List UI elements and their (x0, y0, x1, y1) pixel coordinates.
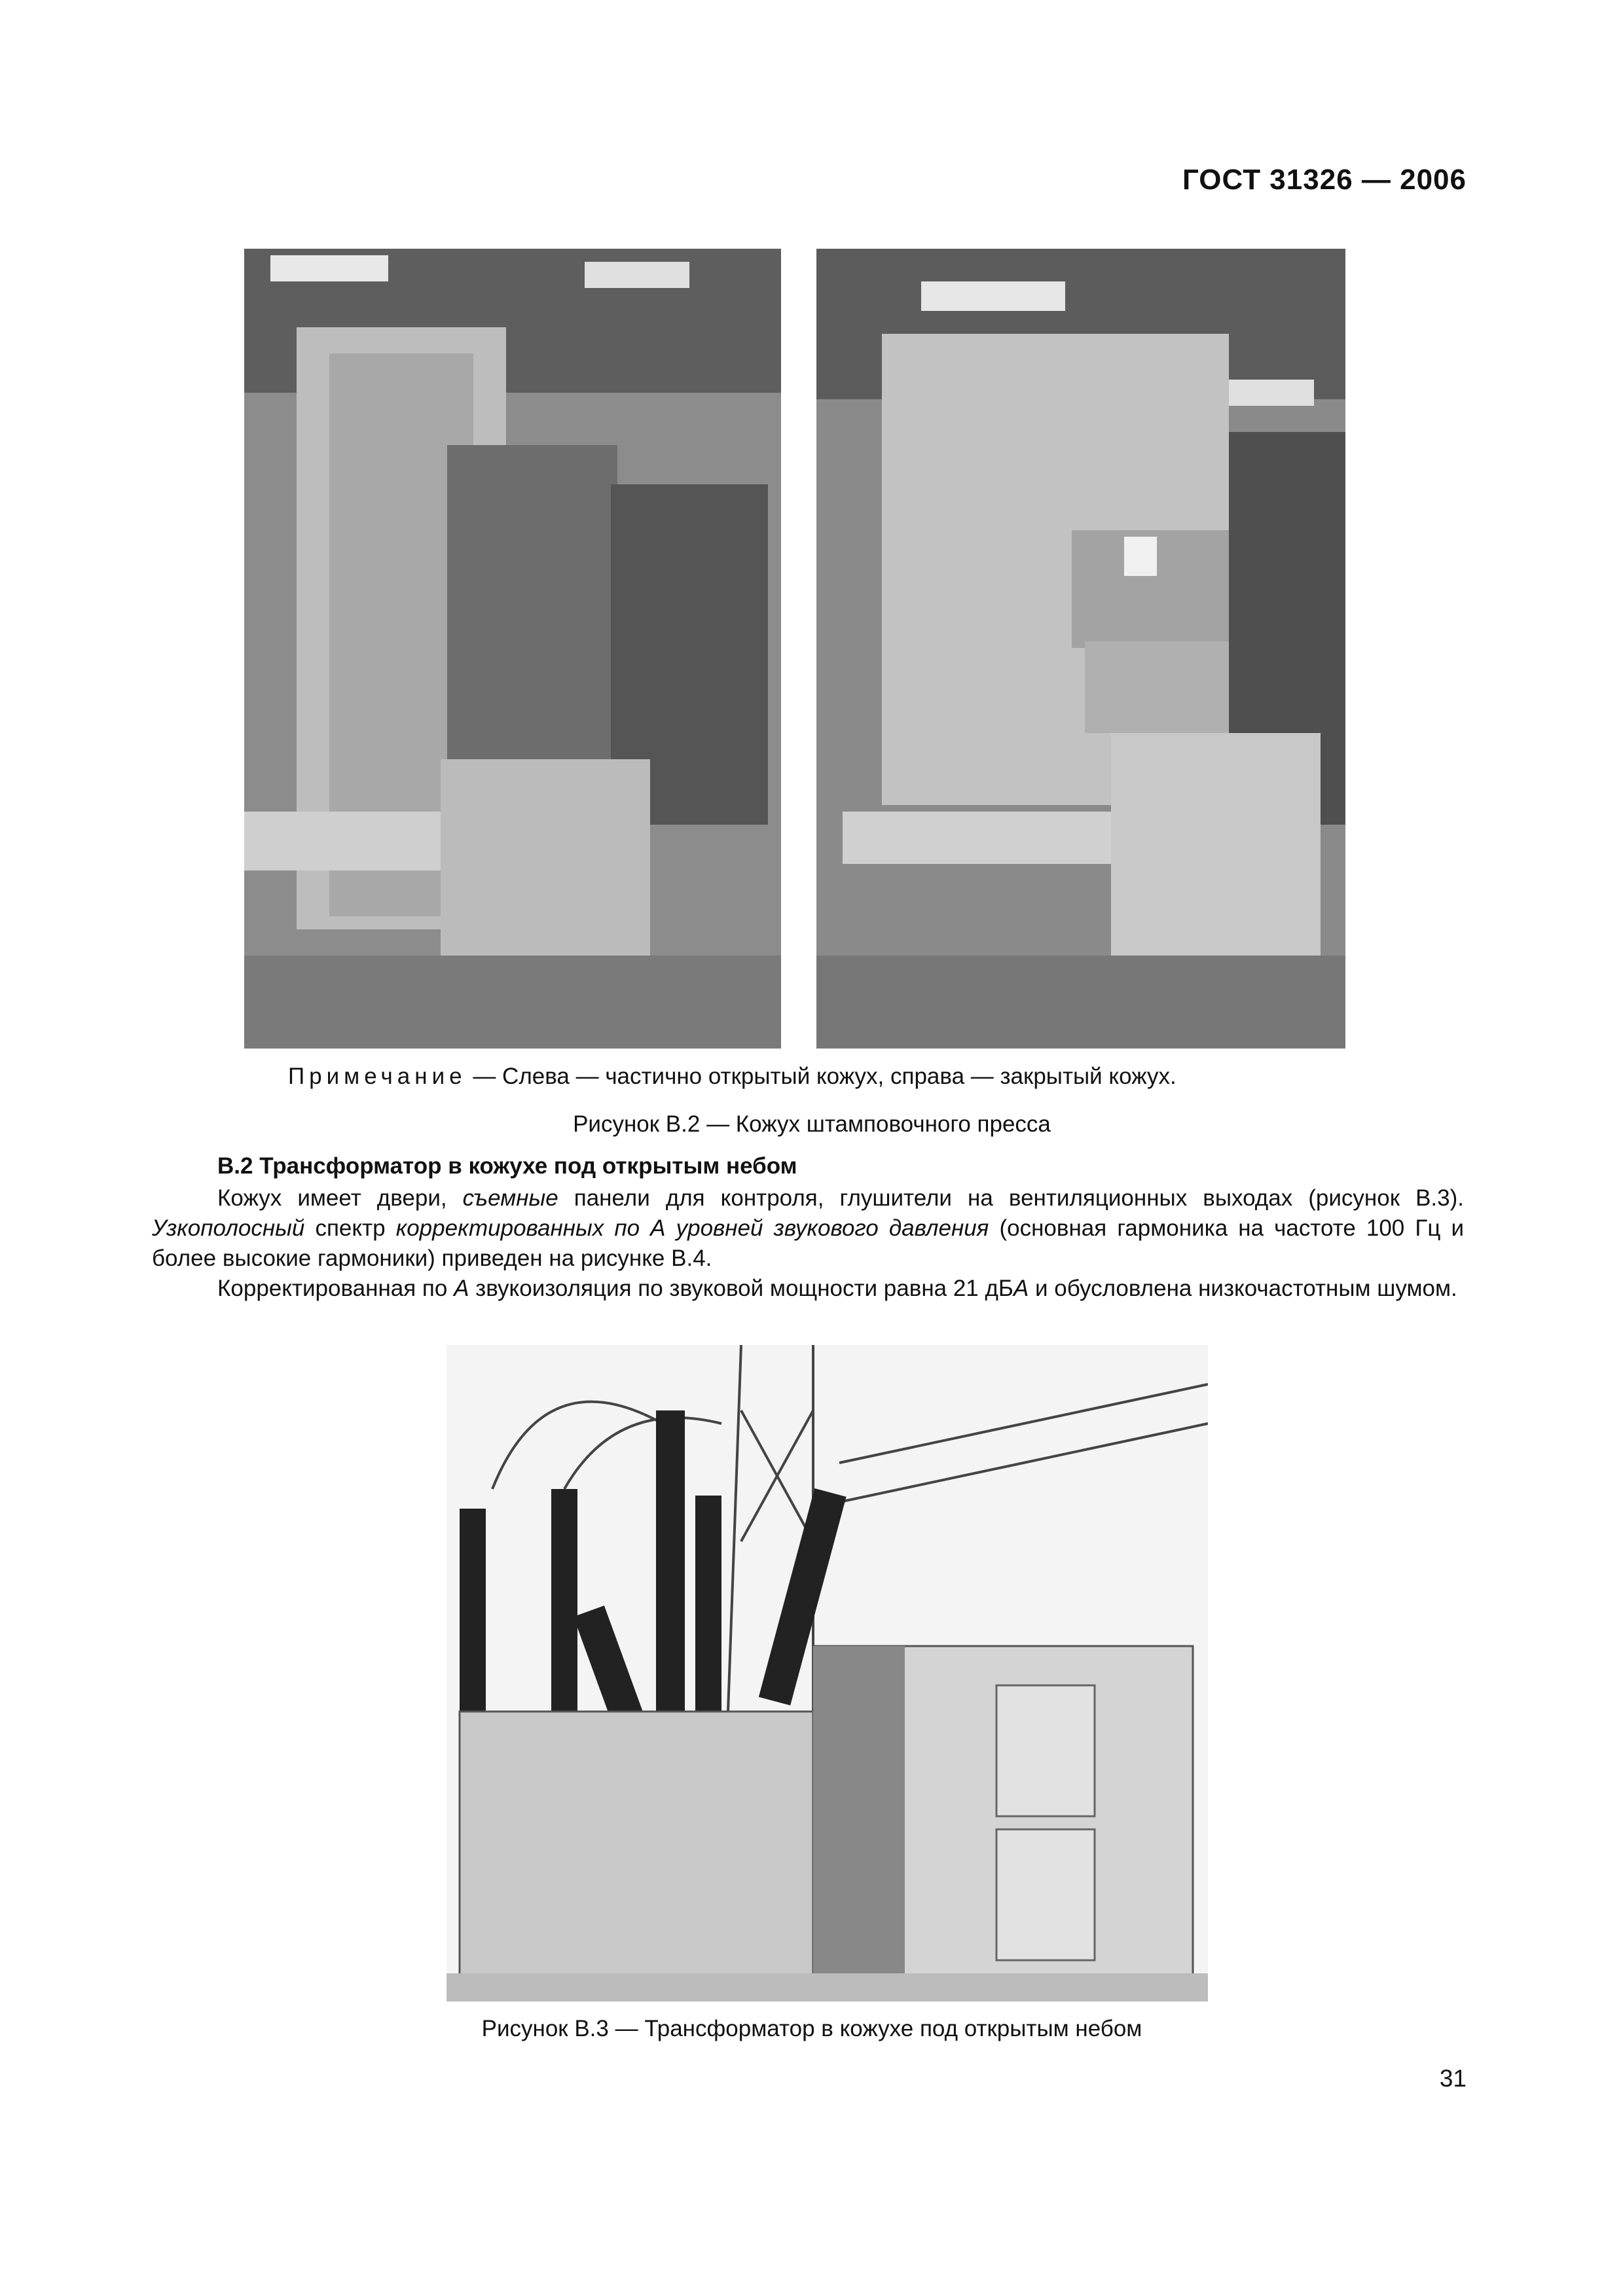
para1-text-a: Кожух имеет двери, (217, 1185, 463, 1211)
document-header: ГОСТ 31326 — 2006 (1182, 164, 1467, 196)
figure-note (288, 1064, 1401, 1090)
para1-italic-d: Узкополосный (152, 1215, 305, 1241)
transformer-enclosure-photo (447, 1345, 1208, 2001)
note-label: Примечание (288, 1064, 467, 1089)
para2-italic-b: А (454, 1276, 469, 1301)
para1-text-g: (основная гармоника на частоте 100 Гц и более высокие гармоники) приведен на рисунке В.4. (152, 1215, 1464, 1271)
para1-text-e: спектр (304, 1215, 396, 1241)
para2-text-a: Корректированная по (217, 1276, 454, 1301)
para2-text-c: звукоизоляция по звуковой мощности равна 21 дБ (469, 1276, 1013, 1301)
page-number: 31 (1439, 2065, 1467, 2092)
para2-text-e: и обусловлена низкочастотным шумом. (1029, 1276, 1457, 1301)
figure-b2-caption: Рисунок В.2 — Кожух штамповочного пресса (573, 1111, 1051, 1137)
paragraph-1 (152, 1183, 1464, 1274)
press-enclosure-closed-photo (816, 249, 1345, 1049)
section-title: В.2 Трансформатор в кожухе под открытым небом (217, 1153, 797, 1179)
para2-italic-d: А (1013, 1276, 1029, 1301)
figure-b3-caption: Рисунок В.3 — Трансформатор в кожухе под открытым небом (481, 2016, 1142, 2041)
para1-text-c: панели для контроля, глушители на вентиляционных выходах (рисунок В.3). (558, 1185, 1464, 1211)
paragraph-2 (152, 1274, 1464, 1304)
press-enclosure-open-photo (244, 249, 781, 1049)
para1-italic-b: съемные (462, 1185, 558, 1211)
note-text: — Слева — частично открытый кожух, справа — закрытый кожух. (466, 1064, 1176, 1089)
para1-italic-f: корректированных по А уровней звукового давления (395, 1215, 989, 1241)
